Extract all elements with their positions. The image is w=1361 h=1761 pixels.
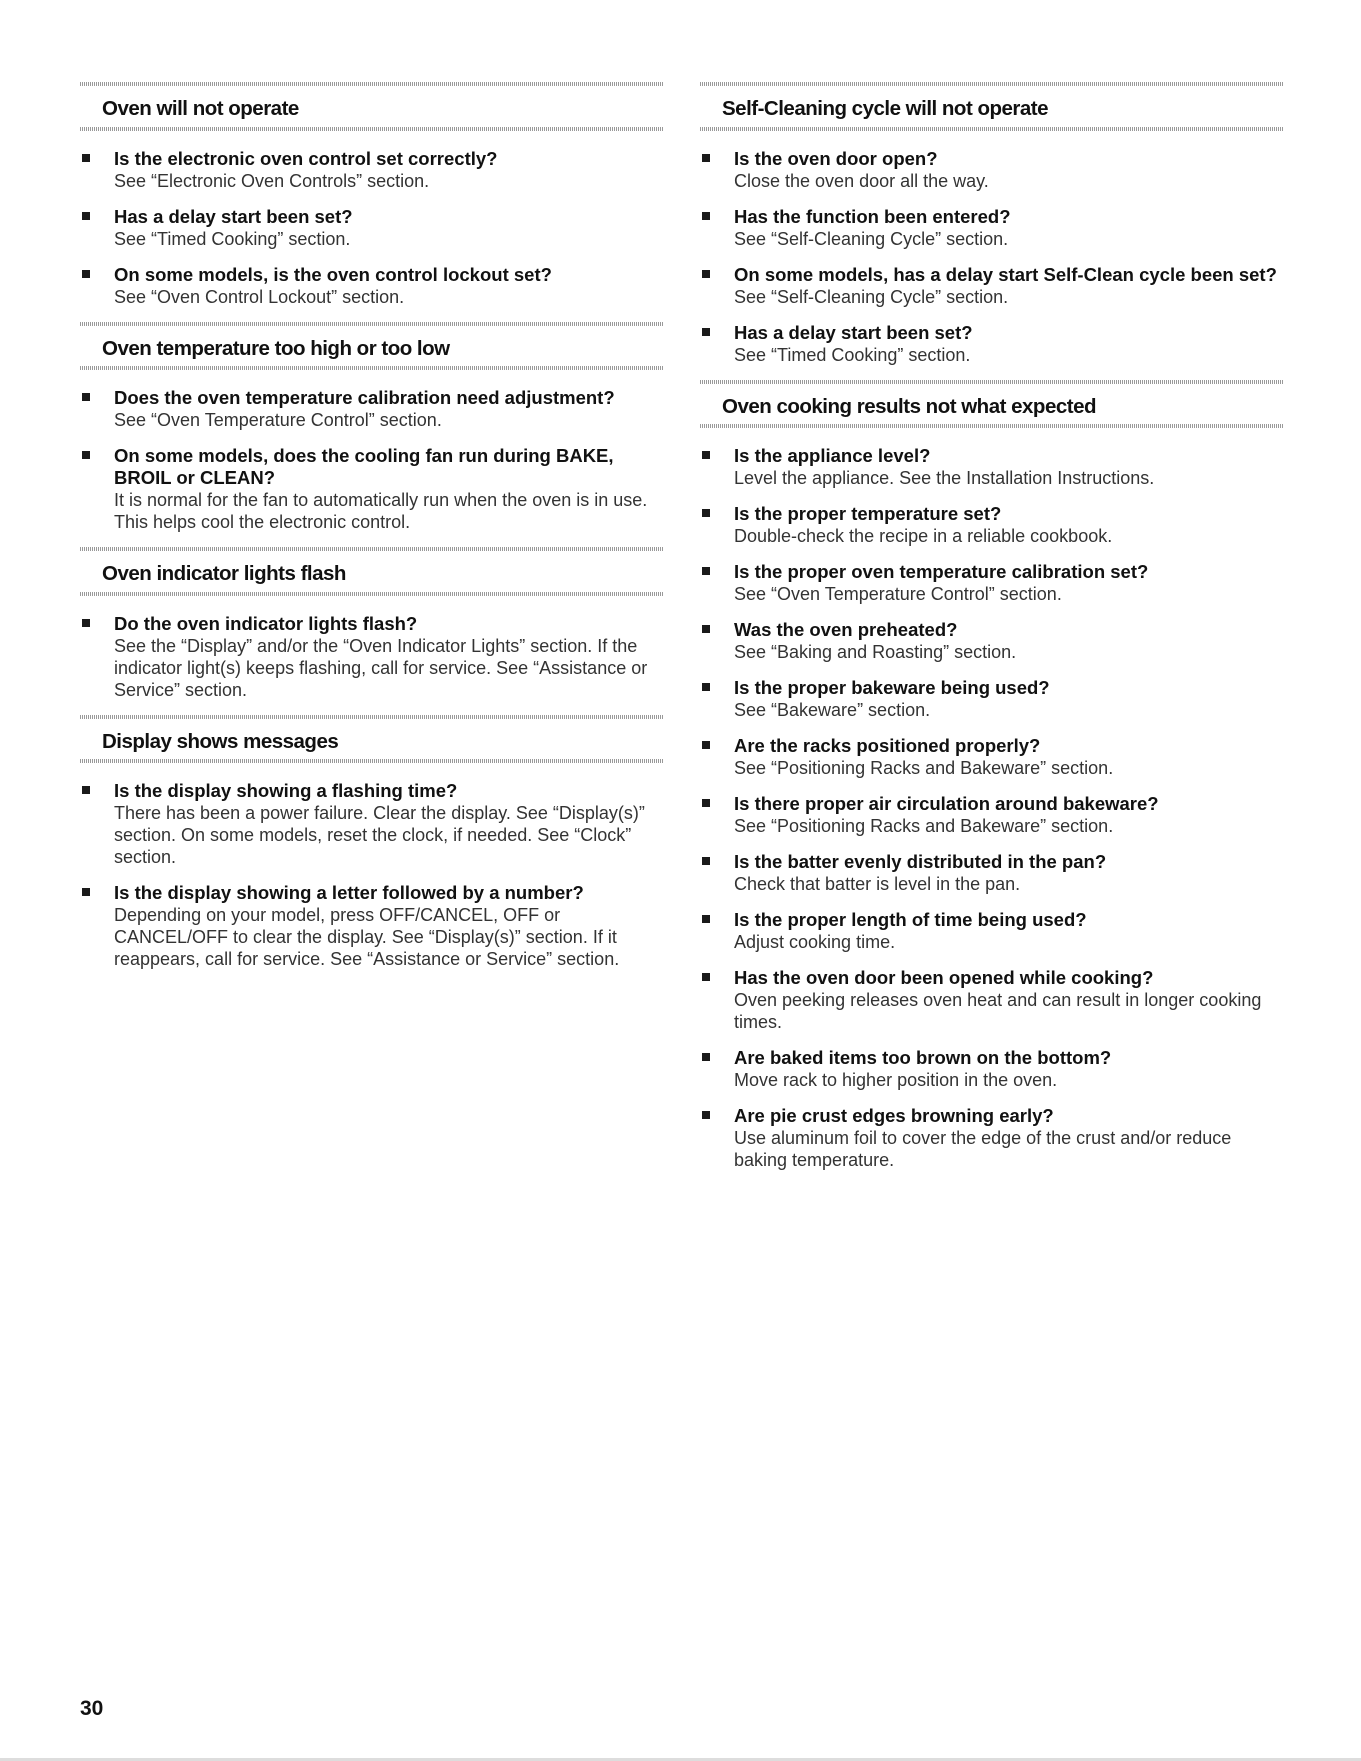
item-question: Is the proper temperature set? <box>734 503 1002 524</box>
section-display-shows-messages <box>80 715 663 971</box>
section-header <box>700 82 1283 131</box>
section-self-cleaning-cycle-will-not-operate <box>700 82 1283 366</box>
section-header <box>80 547 663 596</box>
item-question: Has a delay start been set? <box>114 205 353 227</box>
item-question: Was the oven preheated? <box>734 619 958 640</box>
item-answer: See “Timed Cooking” section. <box>114 228 351 249</box>
item-question: Is the display showing a letter followed by a number? <box>114 882 584 903</box>
bullet-square-icon <box>82 154 90 162</box>
section-title: Display shows messages <box>102 729 339 753</box>
item-question: Is the proper bakeware being used? <box>734 677 1050 698</box>
section-oven-indicator-lights-flash <box>80 547 663 701</box>
section-header <box>80 82 663 131</box>
troubleshooting-item <box>80 148 663 192</box>
section-bottom-rule <box>80 759 663 763</box>
section-top-rule <box>80 82 663 86</box>
page-number: 30 <box>80 1697 104 1720</box>
bullet-square-icon <box>702 973 710 981</box>
section-top-rule <box>700 380 1283 384</box>
section-top-rule <box>700 82 1283 86</box>
bullet-square-icon <box>702 683 710 691</box>
bullet-square-icon <box>82 786 90 794</box>
troubleshooting-item <box>80 445 663 533</box>
item-question: Is the oven door open? <box>734 147 938 169</box>
item-answer: Adjust cooking time. <box>734 932 896 952</box>
troubleshooting-item <box>80 613 663 701</box>
section-oven-will-not-operate <box>80 82 663 308</box>
bullet-square-icon <box>82 212 90 220</box>
bullet-square-icon <box>702 1111 710 1119</box>
bullet-square-icon <box>702 857 710 865</box>
troubleshooting-item <box>700 735 1283 779</box>
item-answer: Move rack to higher position in the oven. <box>734 1070 1058 1090</box>
item-question: Is there proper air circulation around bakeware? <box>734 793 1159 814</box>
item-question: Are the racks positioned properly? <box>734 735 1041 756</box>
bullet-square-icon <box>702 741 710 749</box>
troubleshooting-item <box>80 206 663 250</box>
bullet-square-icon <box>702 154 710 162</box>
troubleshooting-item <box>700 148 1283 192</box>
troubleshooting-item <box>80 387 663 431</box>
section-header <box>80 715 663 764</box>
troubleshooting-item <box>700 1047 1283 1091</box>
left-column <box>80 82 663 984</box>
bullet-square-icon <box>702 799 710 807</box>
item-answer: See “Self-Cleaning Cycle” section. <box>734 286 1009 307</box>
bullet-square-icon <box>702 567 710 575</box>
section-header <box>700 380 1283 429</box>
troubleshooting-item <box>700 322 1283 366</box>
item-answer: See “Oven Temperature Control” section. <box>734 584 1062 604</box>
item-answer: See “Oven Control Lockout” section. <box>114 286 405 307</box>
item-answer: It is normal for the fan to automatically run when the oven is in use. This helps cool the electronic control. <box>114 490 648 532</box>
item-answer: Level the appliance. See the Installation Instructions. <box>734 468 1155 488</box>
item-answer: There has been a power failure. Clear the display. See “Display(s)” section. On some models, reset the clock, if needed. See “Clock” section. <box>114 803 645 867</box>
troubleshooting-item <box>700 677 1283 721</box>
section-title: Oven temperature too high or too low <box>102 336 450 360</box>
section-top-rule <box>80 322 663 326</box>
troubleshooting-item <box>700 793 1283 837</box>
item-answer: See “Positioning Racks and Bakeware” section. <box>734 816 1114 836</box>
item-question: Is the electronic oven control set correctly? <box>114 147 498 169</box>
bullet-square-icon <box>82 888 90 896</box>
item-answer: See “Positioning Racks and Bakeware” section. <box>734 758 1114 778</box>
section-top-rule <box>80 547 663 551</box>
troubleshooting-item <box>700 264 1283 308</box>
item-question: Has a delay start been set? <box>734 321 973 343</box>
section-oven-temperature-too-high-or-too-low <box>80 322 663 534</box>
item-question: Is the batter evenly distributed in the pan? <box>734 851 1107 872</box>
item-answer: See “Bakeware” section. <box>734 700 931 720</box>
troubleshooting-item <box>80 264 663 308</box>
item-question: Are pie crust edges browning early? <box>734 1105 1054 1126</box>
item-answer: See “Electronic Oven Controls” section. <box>114 170 430 191</box>
item-question: Has the oven door been opened while cooking? <box>734 967 1154 988</box>
section-title: Oven cooking results not what expected <box>722 394 1097 418</box>
section-top-rule <box>80 715 663 719</box>
section-oven-cooking-results-not-what-expected <box>700 380 1283 1172</box>
bullet-square-icon <box>702 625 710 633</box>
item-answer: See the “Display” and/or the “Oven Indicator Lights” section. If the indicator light(s) keeps flashing, call for service. See “Assistance or Service” section. <box>114 635 648 700</box>
item-question: On some models, has a delay start Self-Clean cycle been set? <box>734 263 1277 285</box>
section-bottom-rule <box>80 592 663 596</box>
bullet-square-icon <box>702 451 710 459</box>
bullet-square-icon <box>702 328 710 336</box>
item-question: On some models, does the cooling fan run during BAKE, BROIL or CLEAN? <box>114 445 614 488</box>
section-title: Self-Cleaning cycle will not operate <box>722 97 1049 120</box>
item-answer: Oven peeking releases oven heat and can result in longer cooking times. <box>734 990 1262 1032</box>
item-question: Is the display showing a flashing time? <box>114 780 458 801</box>
troubleshooting-item <box>700 445 1283 489</box>
item-answer: See “Timed Cooking” section. <box>734 344 971 365</box>
item-answer: Check that batter is level in the pan. <box>734 874 1021 894</box>
item-answer: Close the oven door all the way. <box>734 170 989 191</box>
troubleshooting-item <box>700 206 1283 250</box>
item-answer: See “Oven Temperature Control” section. <box>114 410 442 430</box>
item-question: Has the function been entered? <box>734 205 1011 227</box>
troubleshooting-item <box>700 561 1283 605</box>
item-answer: See “Self-Cleaning Cycle” section. <box>734 228 1009 249</box>
bullet-square-icon <box>702 915 710 923</box>
right-column <box>700 82 1283 1185</box>
troubleshooting-item <box>700 967 1283 1033</box>
troubleshooting-item <box>80 882 663 970</box>
troubleshooting-item <box>700 1105 1283 1171</box>
bullet-square-icon <box>702 212 710 220</box>
bullet-square-icon <box>702 1053 710 1061</box>
item-question: Does the oven temperature calibration need adjustment? <box>114 387 615 408</box>
section-bottom-rule <box>700 424 1283 428</box>
troubleshooting-item <box>80 780 663 868</box>
item-answer: Double-check the recipe in a reliable cookbook. <box>734 526 1113 546</box>
section-bottom-rule <box>80 127 663 131</box>
item-question: Is the proper oven temperature calibration set? <box>734 561 1149 582</box>
item-question: Is the proper length of time being used? <box>734 909 1087 930</box>
bullet-square-icon <box>82 619 90 627</box>
section-bottom-rule <box>700 127 1283 131</box>
bullet-square-icon <box>82 270 90 278</box>
item-answer: Use aluminum foil to cover the edge of the crust and/or reduce baking temperature. <box>734 1128 1232 1170</box>
troubleshooting-item <box>700 619 1283 663</box>
item-answer: Depending on your model, press OFF/CANCEL, OFF or CANCEL/OFF to clear the display. See “Display(s)” section. If it reappears, call for service. See “Assistance or Service” section. <box>114 905 620 969</box>
section-title: Oven indicator lights flash <box>102 562 346 585</box>
bullet-square-icon <box>702 270 710 278</box>
section-title: Oven will not operate <box>102 97 299 120</box>
item-answer: See “Baking and Roasting” section. <box>734 642 1017 662</box>
section-bottom-rule <box>80 366 663 370</box>
section-header <box>80 322 663 371</box>
bullet-square-icon <box>82 393 90 401</box>
item-question: Is the appliance level? <box>734 445 931 466</box>
bullet-square-icon <box>82 451 90 459</box>
item-question: Are baked items too brown on the bottom? <box>734 1047 1112 1068</box>
item-question: Do the oven indicator lights flash? <box>114 612 418 634</box>
bullet-square-icon <box>702 509 710 517</box>
troubleshooting-item <box>700 851 1283 895</box>
troubleshooting-item <box>700 909 1283 953</box>
troubleshooting-item <box>700 503 1283 547</box>
item-question: On some models, is the oven control lockout set? <box>114 263 552 285</box>
